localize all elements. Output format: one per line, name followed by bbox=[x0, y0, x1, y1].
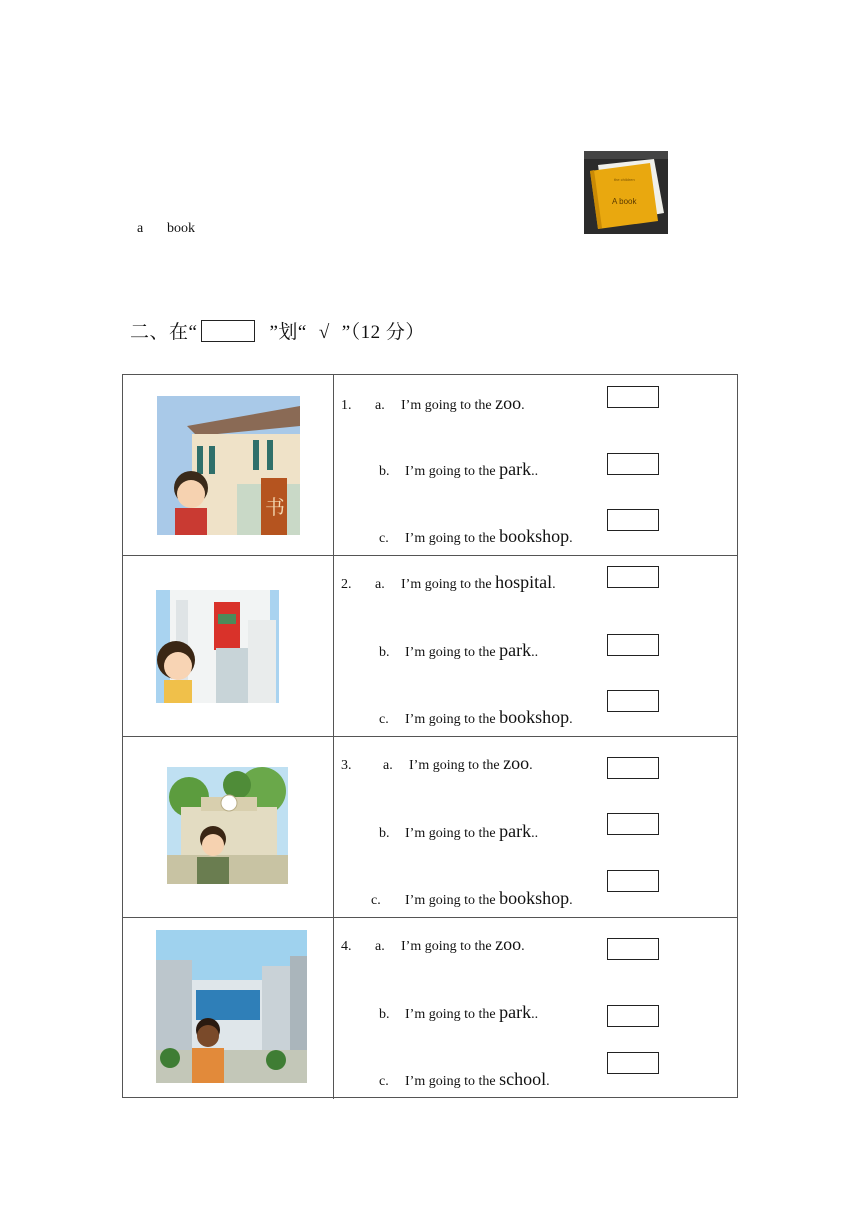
answer-box[interactable] bbox=[607, 813, 659, 835]
q3-option-c: c. I’m going to the bookshop. bbox=[371, 888, 573, 908]
q3-option-a: 3. a. I’m going to the zoo. bbox=[341, 753, 533, 773]
answer-box[interactable] bbox=[607, 566, 659, 588]
bookshop-picture bbox=[157, 396, 300, 535]
answer-box[interactable] bbox=[607, 386, 659, 408]
q3-option-b: b. I’m going to the park.. bbox=[379, 821, 539, 841]
column-divider bbox=[333, 918, 334, 1099]
q2-option-a: 2. a. I’m going to the hospital. bbox=[341, 572, 556, 592]
q2-option-c: c. I’m going to the bookshop. bbox=[379, 707, 573, 727]
book-cover-title: A book bbox=[612, 197, 637, 206]
question-row-4 bbox=[123, 918, 737, 1099]
q4-option-c: c. I’m going to the school. bbox=[379, 1069, 550, 1089]
column-divider bbox=[333, 737, 334, 917]
column-divider bbox=[333, 556, 334, 736]
svg-text:the children: the children bbox=[614, 177, 635, 182]
q1-option-c: c. I’m going to the bookshop. bbox=[379, 526, 573, 546]
heading-prefix: 二、在“ bbox=[130, 322, 198, 343]
answer-box[interactable] bbox=[607, 1052, 659, 1074]
q4-option-b: b. I’m going to the park.. bbox=[379, 1002, 539, 1022]
answer-box[interactable] bbox=[607, 453, 659, 475]
answer-box[interactable] bbox=[607, 938, 659, 960]
school-picture bbox=[156, 930, 307, 1083]
heading-mid: ”划“ bbox=[269, 322, 307, 343]
answer-box-sample bbox=[201, 320, 255, 342]
book-picture bbox=[584, 151, 668, 234]
answer-box[interactable] bbox=[607, 757, 659, 779]
answer-box[interactable] bbox=[607, 1005, 659, 1027]
q1-option-a: 1. a. I’m going to the zoo. bbox=[341, 393, 525, 413]
answer-box[interactable] bbox=[607, 870, 659, 892]
top-letter: a bbox=[137, 221, 144, 236]
top-word: book bbox=[167, 221, 195, 236]
hospital-picture bbox=[156, 590, 279, 703]
q4-option-a: 4. a. I’m going to the zoo. bbox=[341, 934, 525, 954]
section-heading bbox=[130, 317, 425, 344]
svg-text:书: 书 bbox=[265, 497, 285, 519]
question-row-1 bbox=[123, 375, 737, 556]
answer-box[interactable] bbox=[607, 690, 659, 712]
q1-option-b: b. I’m going to the park.. bbox=[379, 459, 539, 479]
check-mark: √ bbox=[318, 322, 330, 343]
question-table bbox=[122, 374, 738, 1098]
answer-box[interactable] bbox=[607, 634, 659, 656]
answer-box[interactable] bbox=[607, 509, 659, 531]
question-row-3 bbox=[123, 737, 737, 918]
heading-suffix: ”（12 分） bbox=[341, 322, 425, 343]
question-row-2 bbox=[123, 556, 737, 737]
park-picture bbox=[167, 767, 288, 884]
column-divider bbox=[333, 375, 334, 555]
q2-option-b: b. I’m going to the park.. bbox=[379, 640, 539, 660]
